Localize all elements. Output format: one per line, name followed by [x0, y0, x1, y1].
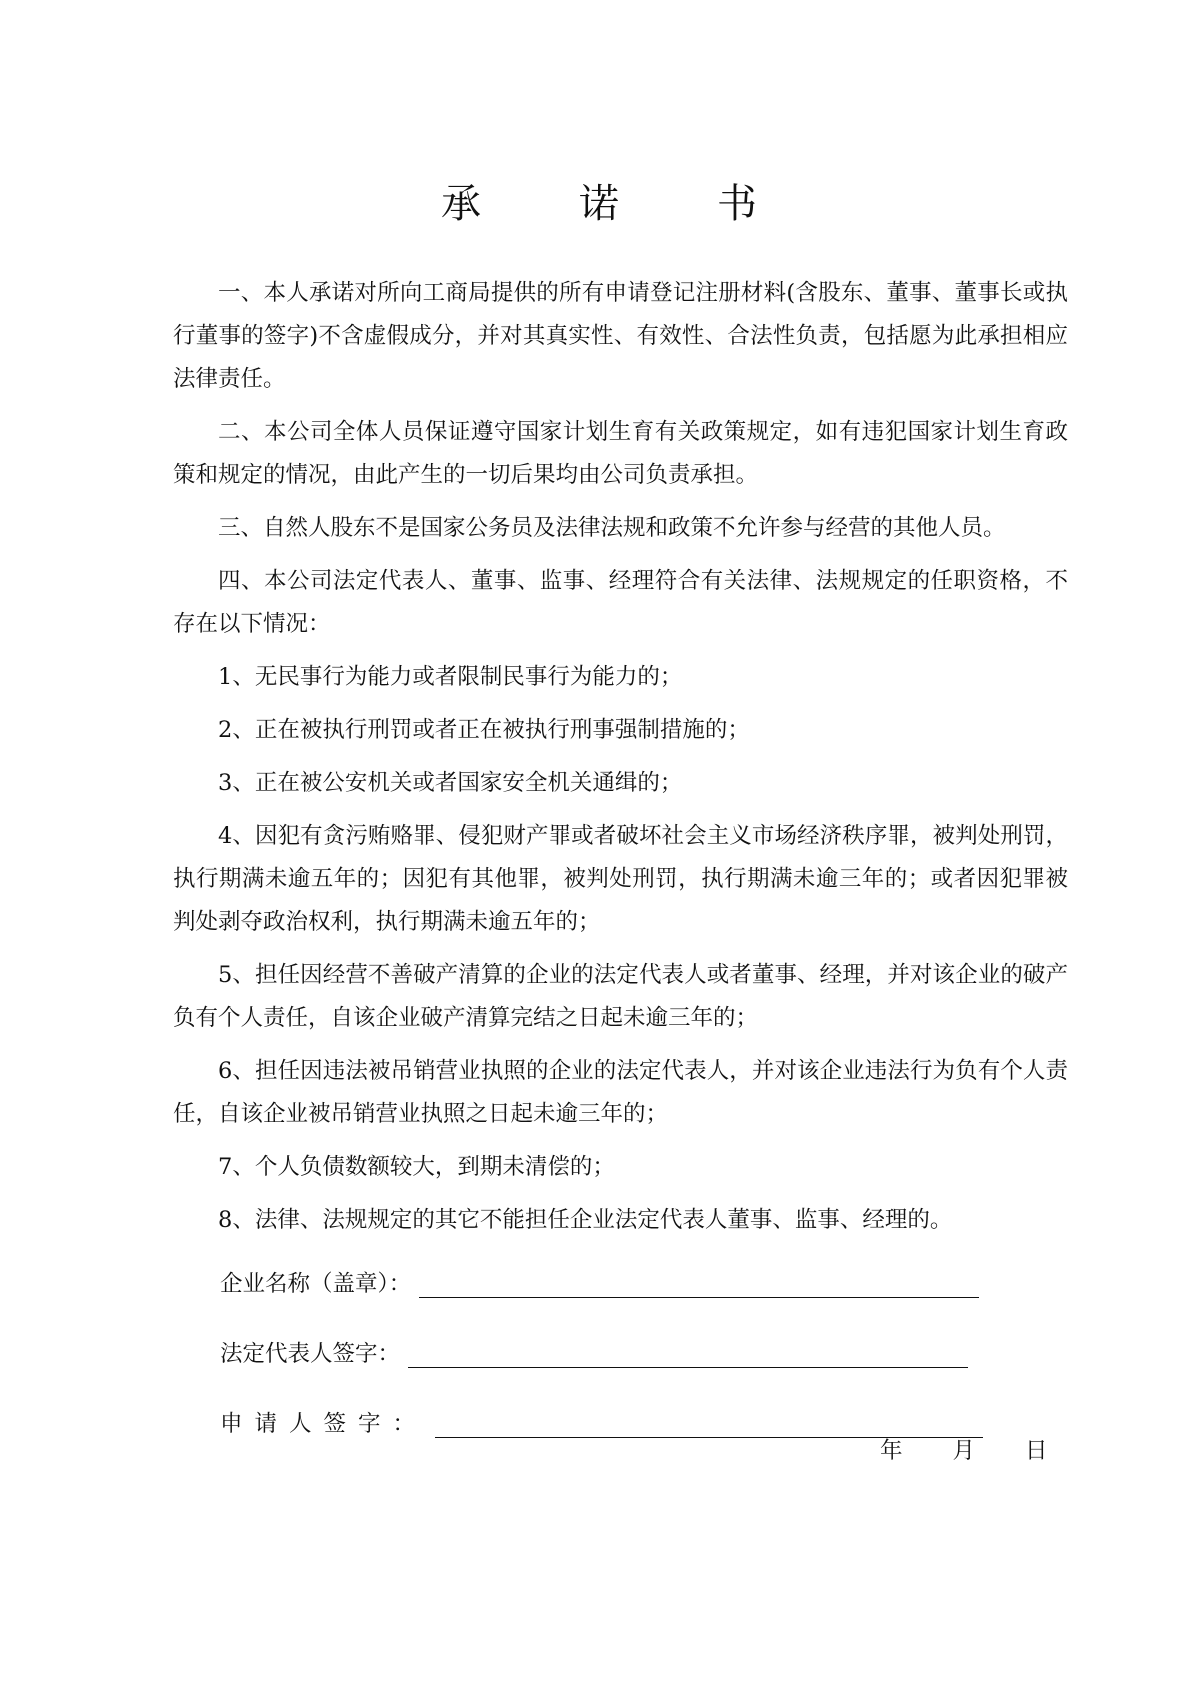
company-name-row — [220, 1228, 1020, 1298]
date-row — [880, 1433, 1048, 1465]
list-item-1: 1、无民事行为能力或者限制民事行为能力的； — [218, 664, 683, 690]
paragraph-3: 三、自然人股东不是国家公务员及法律法规和政策不允许参与经营的其他人员。 — [218, 515, 1006, 541]
commitment-body — [173, 272, 1068, 1252]
document-title — [0, 172, 1200, 229]
signature-block — [220, 1228, 1020, 1438]
legal-rep-row — [220, 1298, 1020, 1368]
date-month: 月 — [952, 1438, 976, 1464]
applicant-row — [220, 1368, 1020, 1438]
paragraph-4: 四、本公司法定代表人、董事、监事、经理符合有关法律、法规规定的任职资格，不存在以下情况： — [173, 568, 1068, 637]
company-name-label: 企业名称（盖章）： — [220, 1271, 412, 1297]
list-item-4: 4、因犯有贪污贿赂罪、侵犯财产罪或者破坏社会主义市场经济秩序罪，被判处刑罚，执行期满未逾五年的；因犯有其他罪，被判处刑罚，执行期满未逾三年的；或者因犯罪被判处剥夺政治权利，执行期满未逾五年的； — [173, 823, 1068, 935]
date-day: 日 — [1025, 1438, 1048, 1464]
legal-rep-signature-line[interactable] — [408, 1341, 968, 1368]
list-item-6: 6、担任因违法被吊销营业执照的企业的法定代表人，并对该企业违法行为负有个人责任，自该企业被吊销营业执照之日起未逾三年的； — [173, 1058, 1068, 1127]
list-item-7: 7、个人负债数额较大，到期未清偿的； — [218, 1154, 615, 1180]
company-name-line[interactable] — [419, 1271, 979, 1298]
list-item-3: 3、正在被公安机关或者国家安全机关通缉的； — [218, 770, 683, 796]
list-item-8: 8、法律、法规规定的其它不能担任企业法定代表人董事、监事、经理的。 — [218, 1207, 953, 1233]
legal-rep-label: 法定代表人签字： — [220, 1341, 401, 1367]
applicant-label: 申请人签字： — [220, 1411, 428, 1437]
date-year: 年 — [880, 1438, 903, 1464]
list-item-5: 5、担任因经营不善破产清算的企业的法定代表人或者董事、经理，并对该企业的破产负有个人责任，自该企业破产清算完结之日起未逾三年的； — [173, 962, 1068, 1031]
title-char-2: 诺 — [579, 181, 621, 227]
list-item-2: 2、正在被执行刑罚或者正在被执行刑事强制措施的； — [218, 717, 750, 743]
paragraph-1: 一、本人承诺对所向工商局提供的所有申请登记注册材料(含股东、董事、董事长或执行董事的签字)不含虚假成分，并对其真实性、有效性、合法性负责，包括愿为此承担相应法律责任。 — [173, 280, 1068, 392]
title-char-1: 承 — [441, 181, 483, 227]
paragraph-2: 二、本公司全体人员保证遵守国家计划生育有关政策规定，如有违犯国家计划生育政策和规定的情况，由此产生的一切后果均由公司负责承担。 — [173, 419, 1068, 488]
title-char-3: 书 — [717, 181, 759, 227]
